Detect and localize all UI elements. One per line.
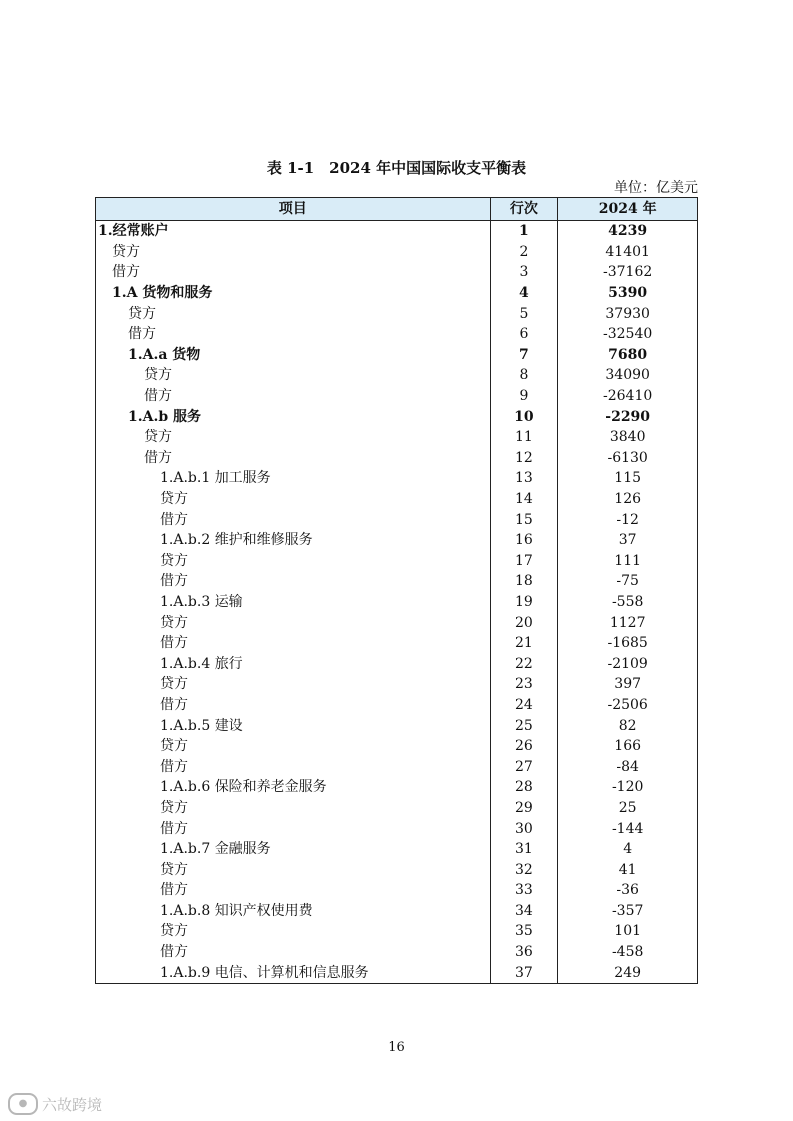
table-row [96,509,698,530]
row-line: 9 [490,386,558,407]
table-row [96,612,698,633]
table-row [96,962,698,983]
row-item: 1.A.b.6 保险和养老金服务 [96,777,491,798]
table-row [96,653,698,674]
table-row [96,283,698,304]
row-line: 12 [490,448,558,469]
row-line: 13 [490,468,558,489]
row-line: 27 [490,756,558,777]
row-item: 贷方 [96,612,491,633]
row-item: 1.A.b 服务 [96,406,491,427]
row-value: 5390 [558,283,698,304]
row-line: 1 [490,221,558,242]
row-item: 1.A.b.3 运输 [96,592,491,613]
row-value: 25 [558,798,698,819]
row-item: 借方 [96,448,491,469]
row-item: 1.A 货物和服务 [96,283,491,304]
row-item: 借方 [96,262,491,283]
table-row [96,571,698,592]
table-row [96,798,698,819]
row-line: 15 [490,509,558,530]
row-value: 82 [558,715,698,736]
row-line: 4 [490,283,558,304]
balance-of-payments-table [95,197,698,984]
row-line: 30 [490,818,558,839]
watermark-text: 六故跨境 [42,1095,103,1114]
row-item: 贷方 [96,798,491,819]
row-line: 10 [490,406,558,427]
row-value: 37 [558,530,698,551]
row-item: 1.A.a 货物 [96,345,491,366]
row-value: 7680 [558,345,698,366]
row-item: 贷方 [96,921,491,942]
page-number: 16 [388,1040,405,1055]
row-line: 17 [490,551,558,572]
row-value: -458 [558,942,698,963]
table-row [96,880,698,901]
row-item: 1.A.b.4 旅行 [96,653,491,674]
row-item: 贷方 [96,427,491,448]
row-item: 1.A.b.8 知识产权使用费 [96,901,491,922]
row-item: 1.A.b.7 金融服务 [96,839,491,860]
row-value: -2506 [558,695,698,716]
table-row [96,592,698,613]
row-item: 贷方 [96,551,491,572]
row-line: 34 [490,901,558,922]
table-row [96,303,698,324]
row-value: -2109 [558,653,698,674]
row-value: -357 [558,901,698,922]
table-row [96,921,698,942]
row-value: 111 [558,551,698,572]
table-row [96,242,698,263]
row-line: 33 [490,880,558,901]
header-line: 行次 [490,198,558,221]
row-item: 1.A.b.9 电信、计算机和信息服务 [96,962,491,983]
row-line: 25 [490,715,558,736]
row-value: 4239 [558,221,698,242]
row-line: 3 [490,262,558,283]
row-line: 11 [490,427,558,448]
row-value: -32540 [558,324,698,345]
row-line: 20 [490,612,558,633]
row-value: 41 [558,859,698,880]
row-line: 36 [490,942,558,963]
table-row [96,901,698,922]
table-row [96,839,698,860]
row-line: 23 [490,674,558,695]
row-value: 3840 [558,427,698,448]
table-body [96,221,698,984]
table-row [96,386,698,407]
row-line: 14 [490,489,558,510]
row-line: 7 [490,345,558,366]
row-item: 贷方 [96,365,491,386]
header-item: 项目 [96,198,491,221]
row-item: 借方 [96,695,491,716]
row-item: 借方 [96,880,491,901]
row-value: -36 [558,880,698,901]
row-value: -37162 [558,262,698,283]
table-row [96,777,698,798]
table-row [96,818,698,839]
row-item: 贷方 [96,674,491,695]
row-item: 借方 [96,386,491,407]
table-row [96,262,698,283]
row-value: 4 [558,839,698,860]
watermark-logo-icon: ● [8,1093,38,1115]
table-row [96,756,698,777]
row-value: -144 [558,818,698,839]
row-line: 24 [490,695,558,716]
row-value: 126 [558,489,698,510]
row-line: 22 [490,653,558,674]
row-line: 16 [490,530,558,551]
row-item: 1.A.b.5 建设 [96,715,491,736]
row-line: 6 [490,324,558,345]
row-item: 借方 [96,818,491,839]
row-value: -558 [558,592,698,613]
table-row [96,736,698,757]
row-item: 贷方 [96,489,491,510]
table-row [96,859,698,880]
row-value: -1685 [558,633,698,654]
table-row [96,530,698,551]
row-item: 1.A.b.1 加工服务 [96,468,491,489]
table-row [96,942,698,963]
row-line: 5 [490,303,558,324]
table-row [96,674,698,695]
header-value: 2024 年 [558,198,698,221]
row-line: 32 [490,859,558,880]
row-value: 166 [558,736,698,757]
table-row [96,221,698,242]
row-value: -26410 [558,386,698,407]
row-value: 249 [558,962,698,983]
row-item: 借方 [96,633,491,654]
table-row [96,489,698,510]
table-row [96,324,698,345]
row-line: 26 [490,736,558,757]
row-value: 37930 [558,303,698,324]
table-row [96,695,698,716]
row-item: 借方 [96,571,491,592]
row-line: 19 [490,592,558,613]
row-item: 1.A.b.2 维护和维修服务 [96,530,491,551]
row-line: 37 [490,962,558,983]
row-item: 贷方 [96,736,491,757]
table-row [96,427,698,448]
row-line: 2 [490,242,558,263]
unit-label: 单位：亿美元 [614,180,698,196]
row-item: 借方 [96,509,491,530]
table-row [96,345,698,366]
row-line: 35 [490,921,558,942]
row-value: 101 [558,921,698,942]
row-value: 1127 [558,612,698,633]
table-row [96,715,698,736]
row-item: 借方 [96,324,491,345]
table-row [96,551,698,572]
row-line: 21 [490,633,558,654]
row-line: 29 [490,798,558,819]
row-value: -12 [558,509,698,530]
table-row [96,633,698,654]
table-row [96,365,698,386]
table-row [96,468,698,489]
row-item: 贷方 [96,303,491,324]
row-value: 34090 [558,365,698,386]
table-header-row [96,198,698,221]
row-item: 贷方 [96,242,491,263]
watermark [8,1093,102,1115]
row-line: 31 [490,839,558,860]
row-value: 115 [558,468,698,489]
row-line: 18 [490,571,558,592]
row-value: -6130 [558,448,698,469]
row-item: 借方 [96,942,491,963]
table-title: 表 1-1 2024 年中国国际收支平衡表 [266,159,527,177]
row-value: -120 [558,777,698,798]
table-row [96,448,698,469]
row-value: -2290 [558,406,698,427]
row-item: 贷方 [96,859,491,880]
row-item: 1.经常账户 [96,221,491,242]
table-row [96,406,698,427]
row-value: 397 [558,674,698,695]
row-line: 8 [490,365,558,386]
row-value: -75 [558,571,698,592]
row-line: 28 [490,777,558,798]
row-value: -84 [558,756,698,777]
row-value: 41401 [558,242,698,263]
row-item: 借方 [96,756,491,777]
